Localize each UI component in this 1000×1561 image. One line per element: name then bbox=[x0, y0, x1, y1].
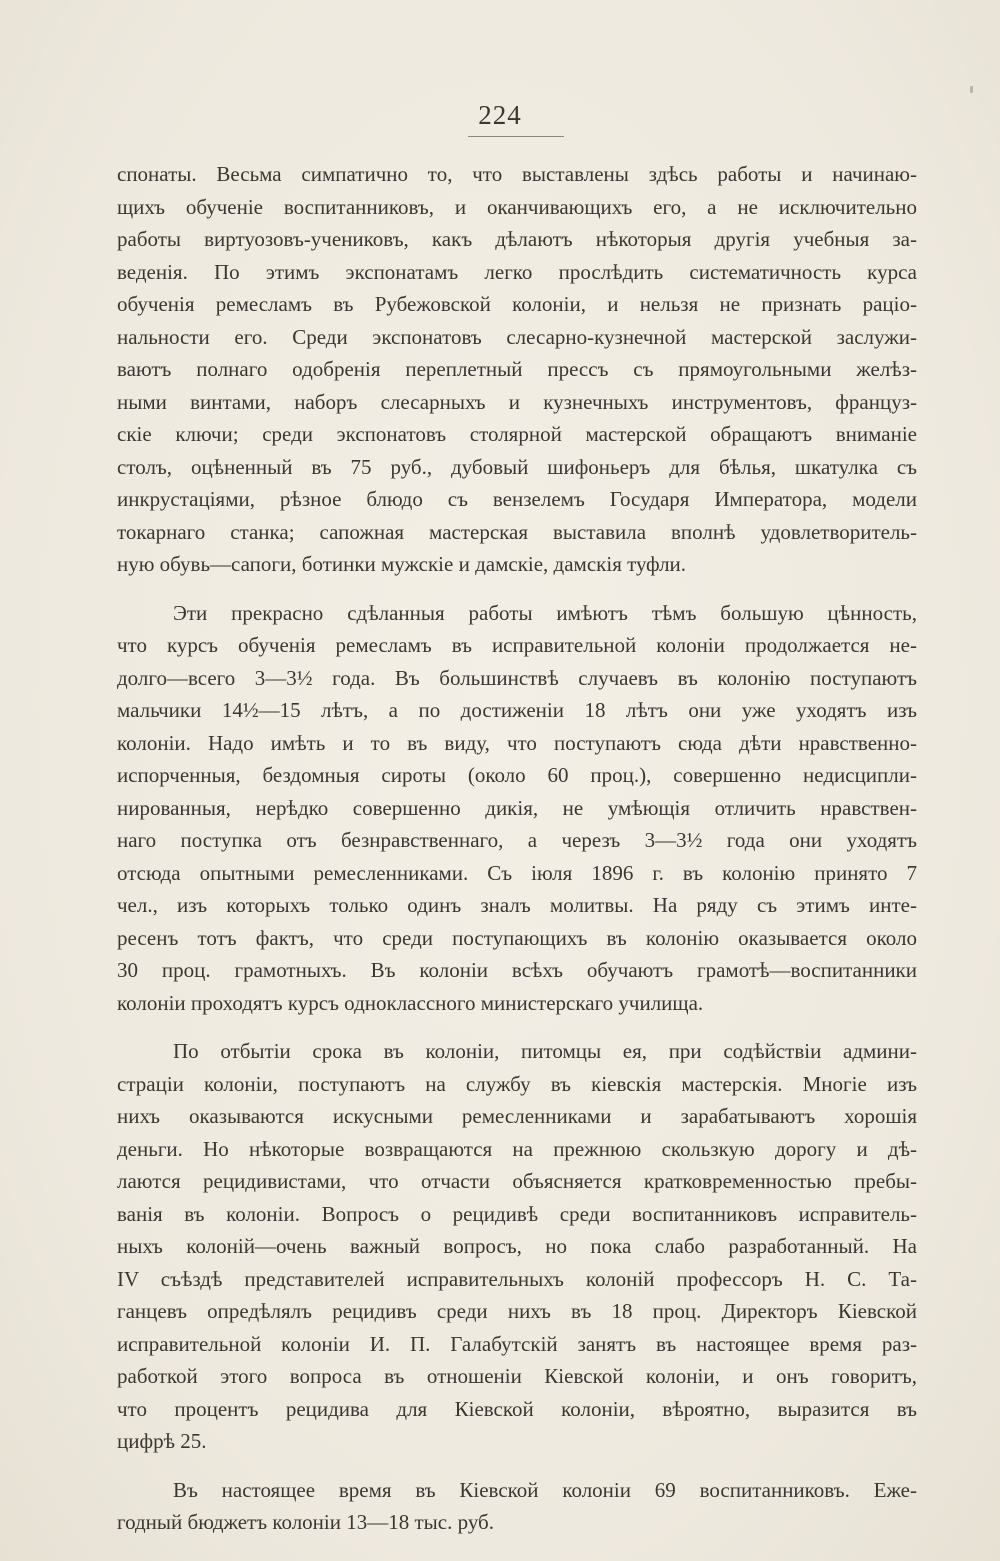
text-line: страціи колоніи, поступаютъ на службу въ кіевскія мастерскія. Многіе изъ bbox=[117, 1071, 917, 1096]
paragraph-2 bbox=[117, 597, 917, 630]
text-line: нированныя, нерѣдко совершенно дикія, не умѣющія отличить нравствен- bbox=[117, 795, 917, 820]
text-line: столъ, оцѣненный въ 75 руб., дубовый шифоньеръ для бѣлья, шкатулка съ bbox=[117, 454, 917, 479]
text-line: ныхъ колоній—очень важный вопросъ, но пока слабо разработанный. На bbox=[117, 1234, 917, 1258]
text-line: колоніи. Надо имѣть и то въ виду, что поступаютъ сюда дѣти нравственно- bbox=[117, 730, 917, 755]
page-number: 224 bbox=[478, 100, 522, 130]
text-line: исправительной колоніи И. П. Галабутскій занятъ въ настоящее время раз- bbox=[117, 1331, 917, 1356]
text-line: нихъ оказываются искусными ремесленниками и зарабатываютъ хорошія bbox=[117, 1104, 917, 1128]
text-line: колоніи проходятъ курсъ одноклассного министерскаго училища. bbox=[117, 990, 704, 1015]
text-line: ресенъ тотъ фактъ, что среди поступающихъ въ колонію оказывается около bbox=[117, 925, 917, 950]
text-line: скіе ключи; среди экспонатовъ столярной мастерской обращаютъ вниманіе bbox=[117, 422, 917, 446]
paragraph-3-cont bbox=[117, 1068, 917, 1458]
text-line: отсюда опытными ремесленниками. Съ іюля 1896 г. въ колонію принято 7 bbox=[117, 860, 917, 885]
text-line: лаются рецидивистами, что отчасти объясняется кратковременностью пребы- bbox=[117, 1169, 917, 1193]
text-line: работкой этого вопроса въ отношеніи Кіевской колоніи, и онъ говоритъ, bbox=[117, 1364, 917, 1388]
text-line: испорченныя, бездомныя сироты (около 60 проц.), совершенно недисципли- bbox=[117, 763, 917, 787]
text-line: мальчики 14½—15 лѣтъ, а по достиженіи 18 лѣтъ они уже уходятъ изъ bbox=[117, 698, 917, 722]
paper-speck bbox=[970, 86, 973, 93]
text-line: деньги. Но нѣкоторые возвращаются на прежнюю скользкую дорогу и дѣ- bbox=[117, 1136, 917, 1161]
paragraph-gap bbox=[117, 581, 917, 597]
text-line: долго—всего 3—3½ года. Въ большинствѣ случаевъ въ колонію поступаютъ bbox=[117, 665, 917, 690]
paragraph-gap bbox=[117, 1458, 917, 1474]
text-line: спонаты. Весьма симпатично то, что выставлены здѣсь работы и начинаю- bbox=[117, 162, 917, 186]
text-line: Въ настоящее время въ Кіевской колоніи 69 воспитанниковъ. Еже- bbox=[173, 1477, 917, 1502]
paragraph-2-cont bbox=[117, 629, 917, 1019]
body-text bbox=[117, 158, 917, 1539]
text-line: чел., изъ которыхъ только одинъ зналъ молитвы. На ряду съ этимъ инте- bbox=[117, 893, 917, 917]
text-line: щихъ обученіе воспитанниковъ, и оканчивающихъ его, а не исключительно bbox=[117, 194, 917, 219]
text-line: веденія. По этимъ экспонатамъ легко прослѣдить систематичность курса bbox=[117, 259, 917, 284]
paragraph-4-cont bbox=[117, 1506, 917, 1539]
text-line: годный бюджетъ колоніи 13—18 тыс. руб. bbox=[117, 1510, 494, 1534]
text-line: Эти прекрасно сдѣланныя работы имѣютъ тѣмъ большую цѣнность, bbox=[173, 600, 917, 625]
text-line: IV съѣздѣ представителей исправительныхъ колоній профессоръ Н. С. Та- bbox=[117, 1266, 917, 1291]
text-line: По отбытіи срока въ колоніи, питомцы ея, при содѣйствіи админи- bbox=[173, 1039, 917, 1063]
text-line: ганцевъ опредѣлялъ рецидивъ среди нихъ въ 18 проц. Директоръ Кіевской bbox=[117, 1299, 917, 1323]
paragraph-4 bbox=[117, 1474, 917, 1507]
text-line: ваютъ полнаго одобренія переплетный прессъ съ прямоугольными желѣз- bbox=[117, 357, 917, 381]
text-line: ную обувь—сапоги, ботинки мужскіе и дамскіе, дамскія туфли. bbox=[117, 552, 687, 576]
text-line: токарнаго станка; сапожная мастерская выставила вполнѣ удовлетворитель- bbox=[117, 519, 917, 544]
paragraph-gap bbox=[117, 1019, 917, 1035]
text-line: работы виртуозовъ-учениковъ, какъ дѣлаютъ нѣкоторыя другія учебныя за- bbox=[117, 227, 917, 251]
text-line: нальности его. Среди экспонатовъ слесарно-кузнечной мастерской заслужи- bbox=[117, 324, 917, 349]
text-line: что процентъ рецидива для Кіевской колоніи, вѣроятно, выразится въ bbox=[117, 1396, 917, 1421]
paragraph-3 bbox=[117, 1035, 917, 1068]
text-line: 30 проц. грамотныхъ. Въ колоніи всѣхъ обучаютъ грамотѣ—воспитанники bbox=[117, 958, 917, 982]
page-number-rule bbox=[468, 136, 564, 137]
text-line: цифрѣ 25. bbox=[117, 1429, 207, 1453]
text-line: ными винтами, наборъ слесарныхъ и кузнечныхъ инструментовъ, француз- bbox=[117, 389, 917, 414]
text-line: наго поступка отъ безнравственнаго, а черезъ 3—3½ года они уходятъ bbox=[117, 828, 917, 852]
text-line: инкрустаціями, рѣзное блюдо съ вензелемъ Государя Императора, модели bbox=[117, 487, 917, 511]
text-line: что курсъ обученія ремесламъ въ исправительной колоніи продолжается не- bbox=[117, 633, 917, 657]
text-line: ванія въ колоніи. Вопросъ о рецидивѣ среди воспитанниковъ исправитель- bbox=[117, 1201, 917, 1226]
paragraph-1 bbox=[117, 158, 917, 581]
text-line: обученія ремесламъ въ Рубежовской колоніи, и нельзя не признать раціо- bbox=[117, 292, 917, 316]
